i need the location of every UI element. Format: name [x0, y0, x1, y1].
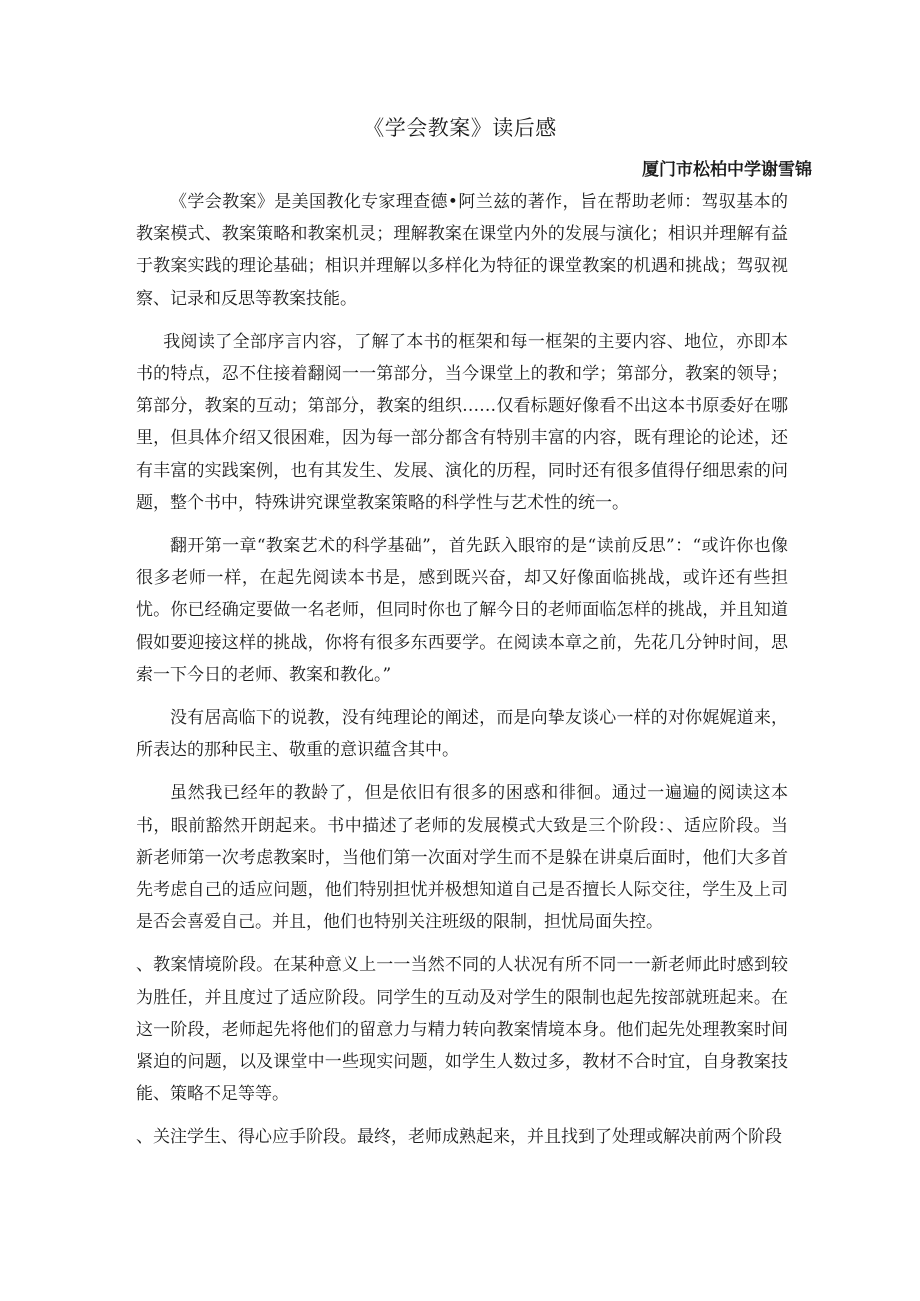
paragraph-chapter-one: 翻开第一章“教案艺术的科学基础”，首先跃入眼帘的是“读前反思”：“或许你也像很多老师一样，在起先阅读本书是，感到既兴奋，却又好像面临挑战，或许还有些担忧。你已经确定要做一名老师，但同时你也了解今日的老师面临怎样的挑战，并且知道假如要迎接这样的挑战，你将有很多东西要学。在阅读本章之前，先花几分钟时间，思索一下今日的老师、教案和教化。”	[136, 536, 788, 685]
paragraph-tone: 没有居高临下的说教，没有纯理论的阐述，而是向挚友谈心一样的对你娓娓道来，所表达的那种民主、敬重的意识蕴含其中。	[136, 708, 788, 761]
paragraph-stage-three: 、关注学生、得心应手阶段。最终，老师成熟起来，并且找到了处理或解决前两个阶段	[136, 1127, 782, 1148]
document-body	[136, 186, 788, 1165]
paragraph-stage-one: 虽然我已经年的教龄了，但是依旧有很多的困惑和徘徊。通过一遍遍的阅读这本书，眼前豁然开朗起来。书中描述了老师的发展模式大致是三个阶段：、适应阶段。当新老师第一次考虑教案时，当他们第一次面对学生而不是躲在讲桌后面时，他们大多首先考虑自己的适应问题，他们特别担忧并极想知道自己是否擅长人际交往，学生及上司是否会喜爱自己。并且，他们也特别关注班级的限制，担忧局面失控。	[136, 783, 788, 933]
paragraph-preface: 我阅读了全部序言内容，了解了本书的框架和每一框架的主要内容、地位，亦即本书的特点，忍不住接着翻阅一一第部分，当今课堂上的教和学；第部分，教案的领导；第部分，教案的互动；第部分，教案的组织……仅看标题好像看不出这本书原委好在哪里，但具体介绍又很困难，因为每一部分都含有特别丰富的内容，既有理论的论述，还有丰富的实践案例，也有其发生、发展、演化的历程，同时还有很多值得仔细思索的问题，整个书中，特殊讲究课堂教案策略的科学性与艺术性的统一。	[136, 331, 788, 513]
paragraph-stage-two: 、教案情境阶段。在某种意义上一一当然不同的人状况有所不同一一新老师此时感到较为胜任，并且度过了适应阶段。同学生的互动及对学生的限制也起先按部就班起来。在这一阶段，老师起先将他们的留意力与精力转向教案情境本身。他们起先处理教案时间紧迫的问题，以及课堂中一些现实问题，如学生人数过多，教材不合时宜，自身教案技能、策略不足等等。	[136, 955, 788, 1105]
paragraph-intro: 《学会教案》是美国教化专家理查德•阿兰兹的著作，旨在帮助老师：驾驭基本的教案模式、教案策略和教案机灵；理解教案在课堂内外的发展与演化；相识并理解有益于教案实践的理论基础；相识并理解以多样化为特征的课堂教案的机遇和挑战；驾驭视察、记录和反思等教案技能。	[136, 192, 788, 309]
document-author: 厦门市松柏中学谢雪锦	[642, 160, 812, 180]
document-title: 《学会教案》读后感	[363, 116, 557, 140]
